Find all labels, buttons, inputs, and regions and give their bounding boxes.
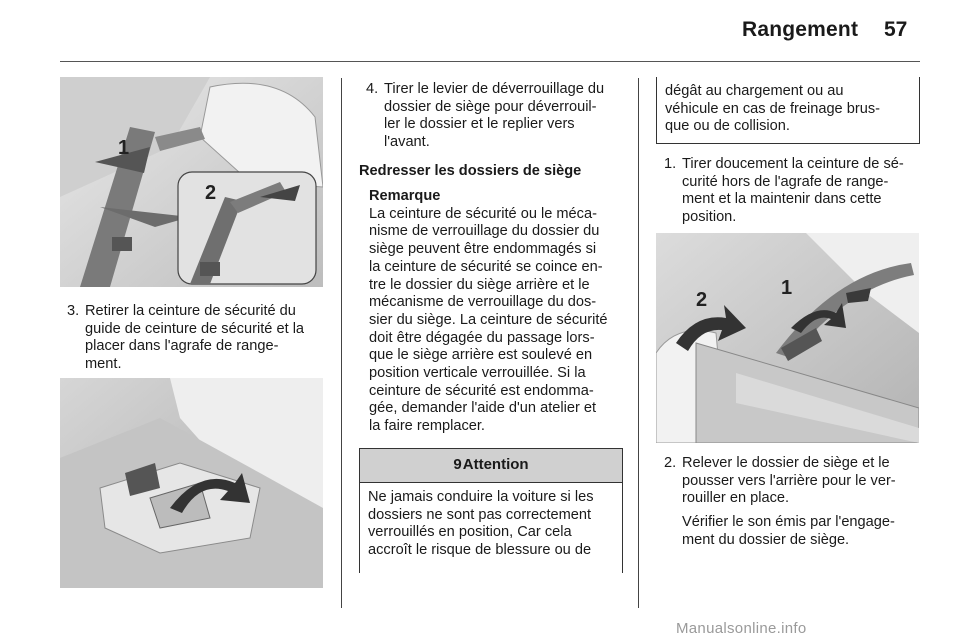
text-line: nisme de verrouillage du dossier du (369, 223, 600, 240)
text-line: sier du siège. La ceinture de sécurité (369, 311, 608, 328)
section-heading: Redresser les dossiers de siège (359, 163, 582, 179)
text-line: Retirer la ceinture de sécurité du (85, 303, 296, 319)
note (369, 188, 631, 436)
header-rule (60, 61, 920, 62)
attention-title: Attention (462, 456, 529, 473)
text-line: La ceinture de sécurité ou le méca- (369, 205, 597, 222)
text-line: position verticale verrouillée. Si la (369, 365, 586, 382)
text-line: guide de ceinture de sécurité et la (85, 320, 305, 337)
text-line: Relever le dossier de siège et le (682, 455, 890, 471)
text-line: position. (682, 209, 737, 226)
text-line: véhicule en cas de freinage brus- (665, 100, 880, 117)
step-number: 2. (664, 455, 677, 471)
callout-1: 1 (781, 277, 793, 299)
note-heading: Remarque (369, 188, 441, 204)
text-line: Tirer le levier de déverrouillage du (384, 81, 605, 97)
warning-icon: 9 (453, 456, 462, 473)
text-line: ment. (85, 356, 122, 373)
step-text (85, 303, 304, 374)
text-line: que ou de collision. (665, 118, 790, 135)
text-line: pousser vers l'arrière pour le ver- (682, 472, 896, 489)
callout-2: 2 (205, 182, 217, 204)
step-number: 3. (67, 303, 80, 319)
text-line: rouiller en place. (682, 490, 790, 507)
step-number: 4. (366, 81, 379, 97)
text-line: curité hors de l'agrafe de range- (682, 173, 889, 190)
attention-label (360, 456, 622, 473)
belt-clip-illustration (60, 378, 323, 588)
text-line: Ne jamais conduire la voiture si les (368, 489, 594, 505)
text-line: accroît le risque de blessure ou de (368, 542, 592, 559)
step-text (384, 81, 604, 152)
page-number: 57 (884, 18, 908, 41)
text-line: dossier de siège pour déverrouil- (384, 98, 597, 115)
text-line: siège peuvent être endommagés si (369, 241, 597, 258)
attention-continued-box (656, 77, 920, 144)
raise-backrest-illustration (656, 233, 919, 443)
text-line: la ceinture de sécurité se coince en- (369, 258, 603, 275)
text-line: Vérifier le son émis par l'engage- (682, 514, 895, 531)
figure-raise-backrest (656, 233, 919, 443)
column-divider (341, 78, 342, 608)
text-line: doit être dégagée du passage lors- (369, 329, 595, 346)
text-line: ment et la maintenir dans cette (682, 191, 882, 208)
text-line: l'avant. (384, 134, 430, 151)
attention-box (359, 448, 623, 573)
seatbelt-guide-illustration (60, 77, 323, 287)
text-line: que le siège arrière est soulevé en (369, 347, 593, 364)
text-line: Tirer doucement la ceinture de sé- (682, 156, 904, 172)
text-line: tre le dossier du siège arrière et le (369, 276, 590, 293)
step-text (682, 156, 904, 227)
page-title: Rangement (742, 18, 859, 41)
footer-watermark: Manualsonline.info (676, 620, 807, 637)
text-line: ler le dossier et le replier vers (384, 116, 575, 133)
column-divider (638, 78, 639, 608)
attention-header (360, 449, 622, 483)
figure-belt-clip (60, 378, 323, 588)
figure-seatbelt-guide (60, 77, 323, 287)
text-line: verrouillés en position, Car cela (368, 524, 572, 541)
text-line: placer dans l'agrafe de range- (85, 338, 279, 355)
text-line: dossiers ne sont pas correctement (368, 506, 592, 523)
text-line: la faire remplacer. (369, 418, 485, 435)
step-number: 1. (664, 156, 677, 172)
attention-continued-text (665, 83, 917, 136)
step-text (682, 455, 896, 550)
callout-1: 1 (118, 137, 130, 159)
text-line: dégât au chargement ou au (665, 83, 844, 99)
text-line: ment du dossier de siège. (682, 531, 850, 548)
callout-2: 2 (696, 289, 708, 311)
attention-text (368, 489, 620, 560)
text-line: ceinture de sécurité est endomma- (369, 382, 594, 399)
text-line: mécanisme de verrouillage du dos- (369, 294, 597, 311)
text-line: gée, demander l'aide d'un atelier et (369, 400, 597, 417)
